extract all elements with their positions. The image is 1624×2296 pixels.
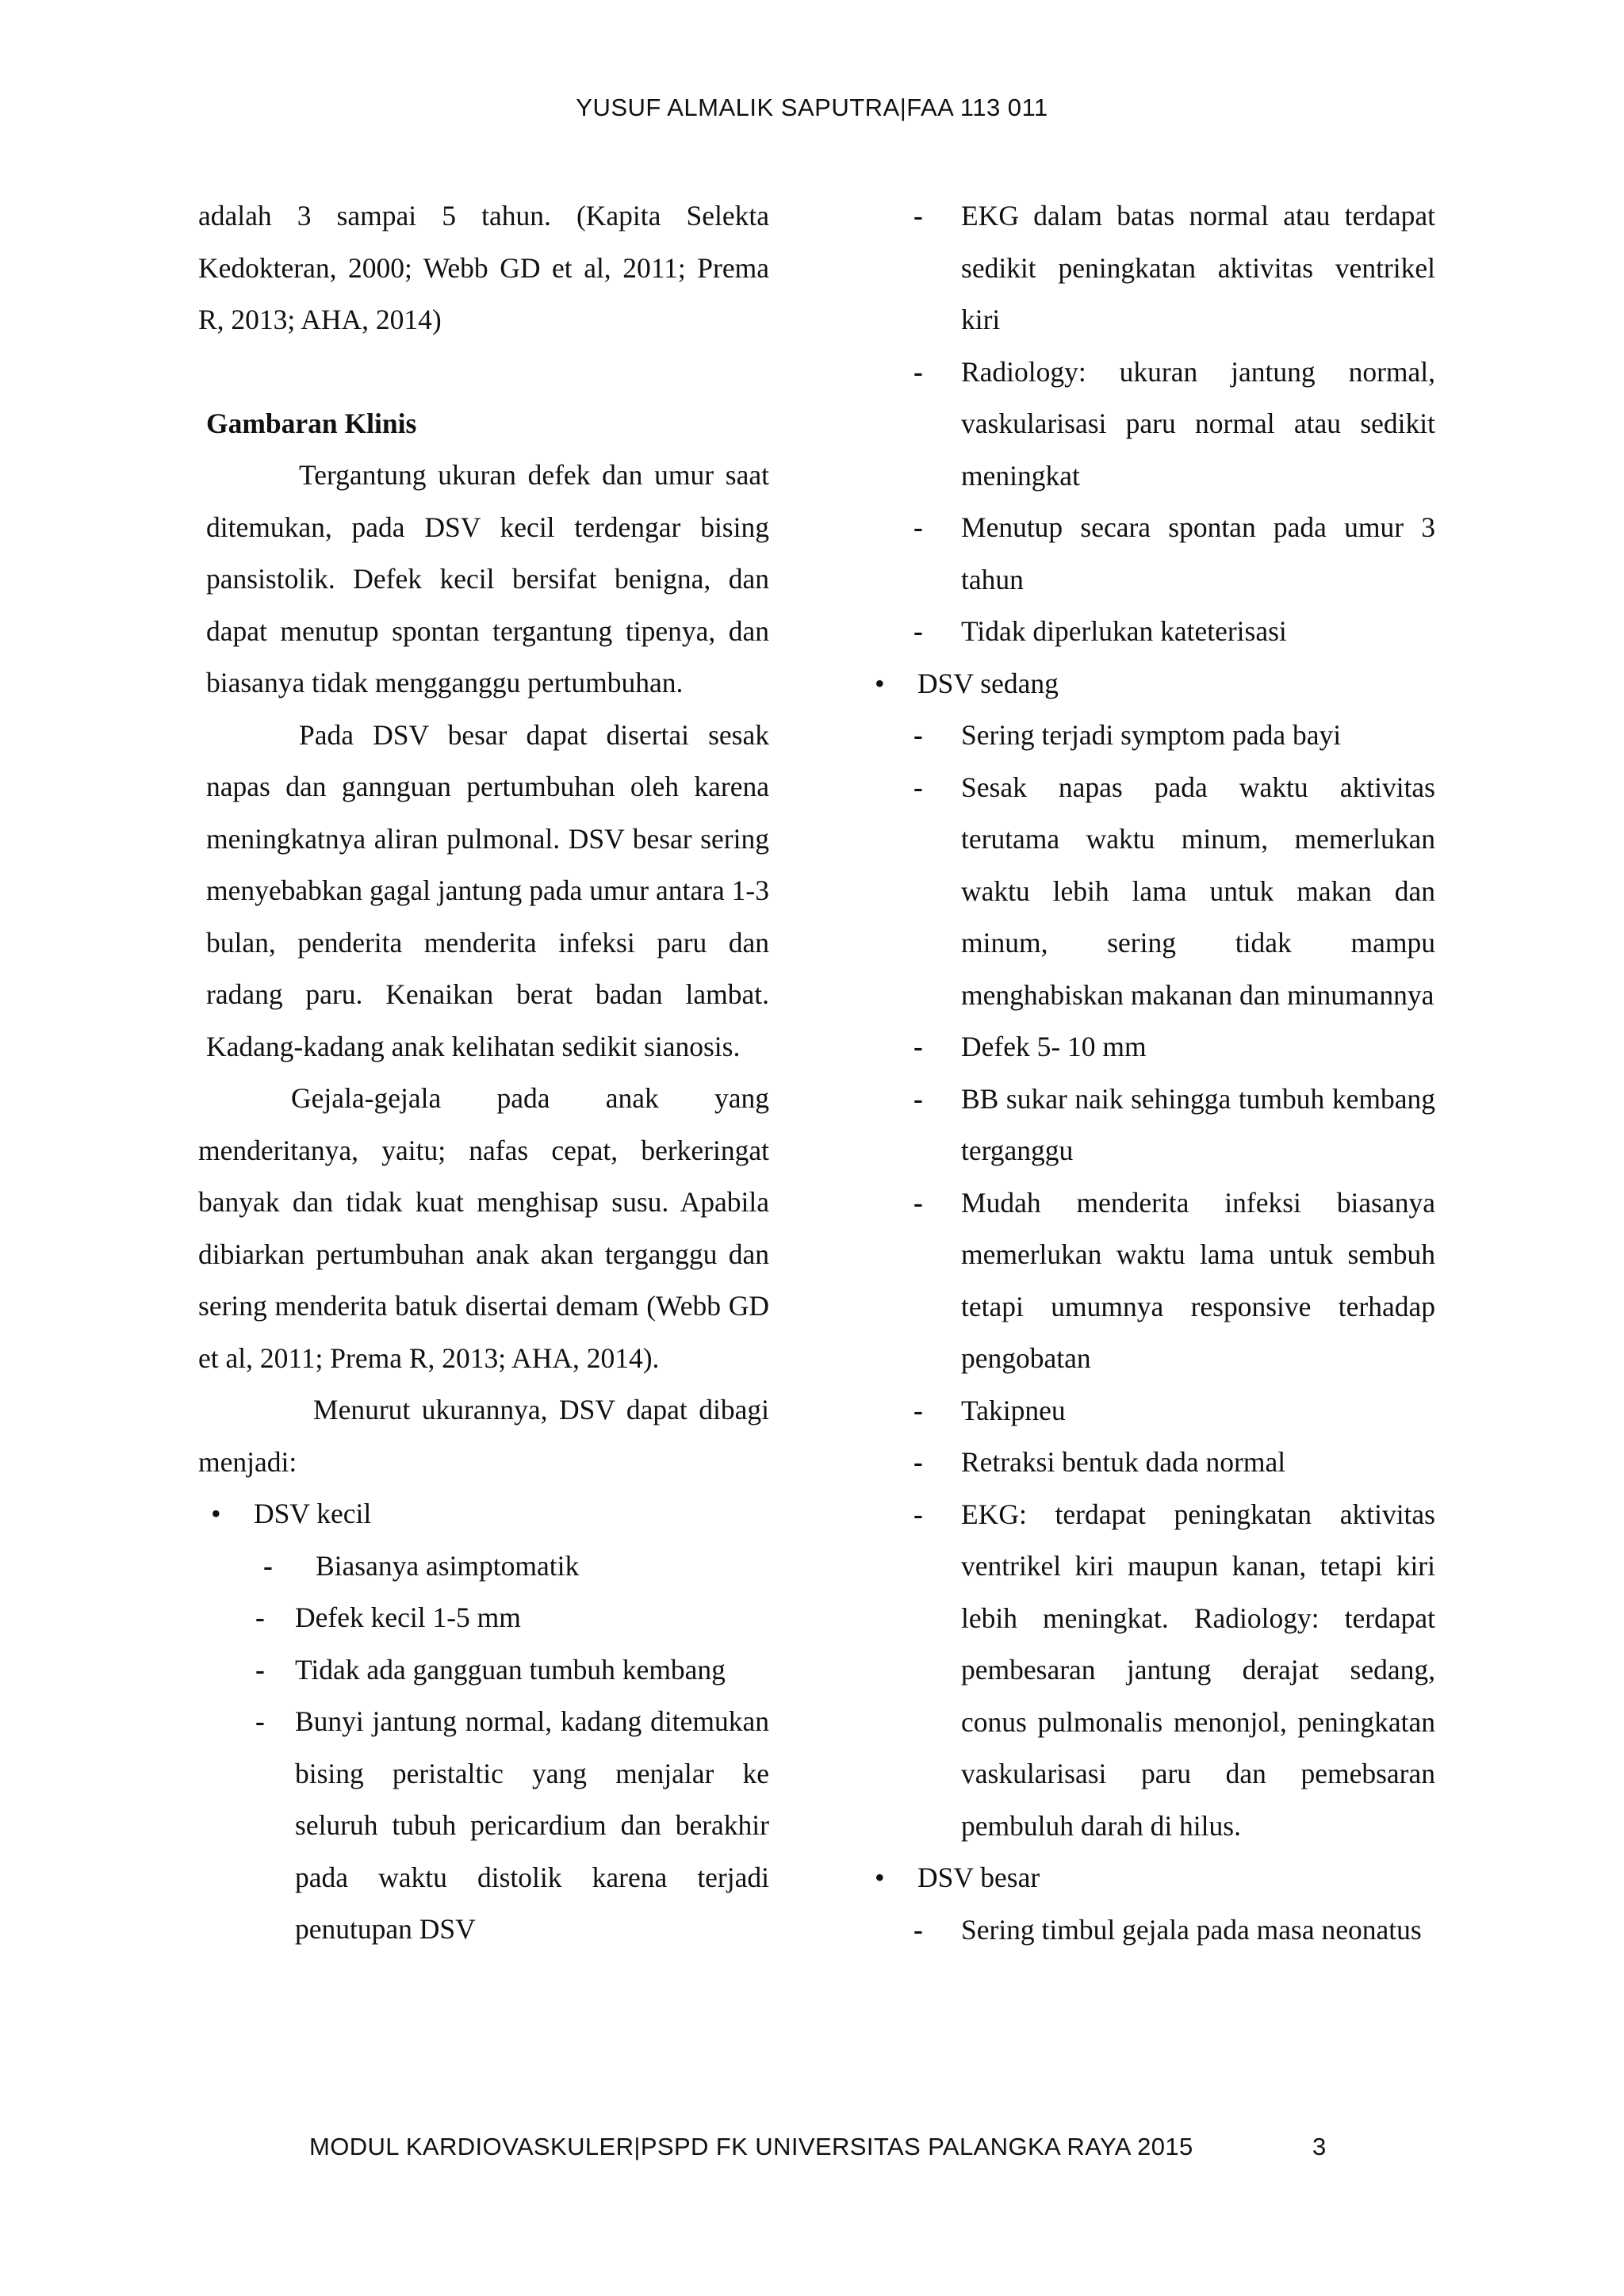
list-item: - Biasanya asimptomatik	[198, 1540, 769, 1593]
page-header: YUSUF ALMALIK SAPUTRA|FAA 113 011	[576, 94, 1048, 121]
page-number: 3	[1312, 2133, 1327, 2160]
paragraph-2: Pada DSV besar dapat disertai sesak napas dan gannguan pertumbuhan oleh karena meningkatnya aliran pulmonal. DSV besar sering menyebabkan gagal jantung pada umur antara 1-3 bulan, penderita menderita infeksi paru dan radang paru. Kenaikan berat badan lambat. Kadang-kadang anak kelihatan sedikit sianosis.	[206, 718, 769, 1062]
list-item: - EKG dalam batas normal atau terdapat sedikit peningkatan aktivitas ventrikel kiri	[864, 190, 1435, 346]
list-item: - Tidak diperlukan kateterisasi	[864, 606, 1435, 658]
list-item: - Defek 5- 10 mm	[864, 1021, 1435, 1073]
paragraph-3: Gejala-gejala pada anak yang menderitanya, yaitu; nafas cepat, berkeringat banyak dan tidak kuat menghisap susu. Apabila dibiarkan pertumbuhan anak akan terganggu dan sering menderita batuk disertai demam (Webb GD et al, 2011; Prema R, 2013; AHA, 2014).	[198, 1082, 769, 1374]
list-item: - Sering timbul gejala pada masa neonatus	[864, 1904, 1435, 1957]
list-item: - Takipneu	[864, 1385, 1435, 1437]
list-item: - Menutup secara spontan pada umur 3 tahun	[864, 502, 1435, 606]
list-item: - Mudah menderita infeksi biasanya memerlukan waktu lama untuk sembuh tetapi umumnya responsive terhadap pengobatan	[864, 1177, 1435, 1385]
list-item: - Retraksi bentuk dada normal	[864, 1437, 1435, 1489]
left-column	[198, 190, 769, 1956]
list-item: - Sering terjadi symptom pada bayi	[864, 710, 1435, 762]
footer-title: MODUL KARDIOVASKULER|PSPD FK UNIVERSITAS PALANGKA RAYA 2015	[309, 2133, 1193, 2160]
right-column	[864, 190, 1435, 1956]
paragraph-4: Menurut ukurannya, DSV dapat dibagi menjadi:	[198, 1394, 769, 1478]
list-item: - EKG: terdapat peningkatan aktivitas ventrikel kiri maupun kanan, tetapi kiri lebih meningkat. Radiology: terdapat pembesaran jantung derajat sedang, conus pulmonalis menonjol, peningkatan vaskularisasi paru dan pemebsaran pembuluh darah di hilus.	[864, 1489, 1435, 1853]
intro-paragraph: adalah 3 sampai 5 tahun. (Kapita Selekta Kedokteran, 2000; Webb GD et al, 2011; Prema R, 2013; AHA, 2014)	[198, 200, 769, 335]
bullet-dsv-kecil: • DSV kecil	[198, 1488, 769, 1540]
list-item: - Radiology: ukuran jantung normal, vaskularisasi paru normal atau sedikit meningkat	[864, 346, 1435, 503]
list-item: - Sesak napas pada waktu aktivitas terutama waktu minum, memerlukan waktu lebih lama untuk makan dan minum, sering tidak mampu menghabiskan makanan dan minumannya	[864, 762, 1435, 1022]
section-heading: Gambaran Klinis	[206, 407, 417, 439]
paragraph-1: Tergantung ukuran defek dan umur saat ditemukan, pada DSV kecil terdengar bising pansistolik. Defek kecil bersifat benigna, dan dapat menutup spontan tergantung tipenya, dan biasanya tidak mengganggu pertumbuhan.	[206, 459, 769, 698]
list-item: - BB sukar naik sehingga tumbuh kembang terganggu	[864, 1073, 1435, 1177]
list-item: - Defek kecil 1-5 mm	[198, 1592, 769, 1644]
list-item: - Bunyi jantung normal, kadang ditemukan bising peristaltic yang menjalar ke seluruh tubuh pericardium dan berakhir pada waktu distolik karena terjadi penutupan DSV	[198, 1696, 769, 1956]
list-item: - Tidak ada gangguan tumbuh kembang	[198, 1644, 769, 1697]
bullet-dsv-besar: • DSV besar	[862, 1852, 1435, 1904]
bullet-dsv-sedang: • DSV sedang	[862, 658, 1435, 710]
spacer	[198, 346, 769, 398]
